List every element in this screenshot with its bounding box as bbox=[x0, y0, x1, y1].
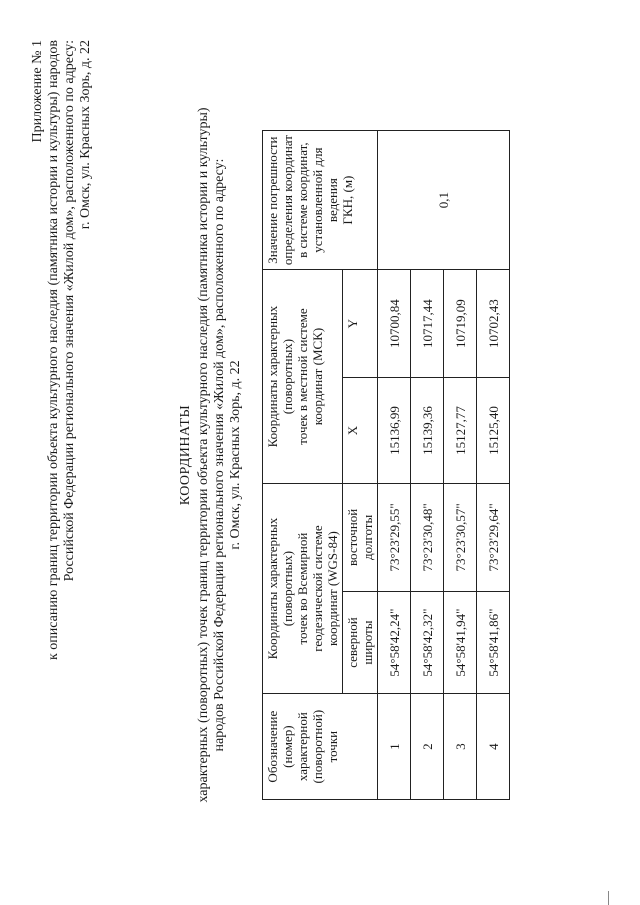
cell-lon: 73°23'30,48" bbox=[411, 483, 444, 591]
subtitle-line: народов Российской Федерации регионального значения «Жилой дом», расположенного по адресу: bbox=[212, 158, 227, 752]
cell-x: 15125,40 bbox=[477, 378, 510, 484]
appendix-line: к описанию границ территории объекта культурного наследия (памятника истории и культуры) народов bbox=[46, 40, 61, 661]
coordinates-table bbox=[262, 130, 510, 800]
header-msk: Координаты характерных (поворотных) точек в местной системе координат (МСК) bbox=[263, 270, 343, 484]
cell-lon: 73°23'29,64" bbox=[477, 483, 510, 591]
document-subtitle bbox=[196, 45, 244, 865]
cell-x: 15127,77 bbox=[444, 378, 477, 484]
cell-x: 15139,36 bbox=[411, 378, 444, 484]
appendix-header bbox=[30, 40, 94, 840]
header-error: Значение погрешности определения координат в системе координат, установленной для ведения ГКН, (м) bbox=[263, 131, 378, 270]
cell-lon: 73°23'29,55" bbox=[378, 483, 411, 591]
subheader-lon: восточной долготы bbox=[343, 483, 378, 591]
cell-error: 0,1 bbox=[378, 131, 510, 270]
subheader-y: Y bbox=[343, 270, 378, 378]
appendix-line: Российской Федерации регионального значения «Жилой дом», расположенного по адресу: bbox=[62, 40, 77, 582]
subtitle-line: г. Омск, ул. Красных Зорь, д. 22 bbox=[228, 360, 243, 550]
cell-lat: 54°58'41,86" bbox=[477, 591, 510, 693]
header-point: Обозначение (номер) характерной (поворотной) точки bbox=[263, 694, 378, 800]
cell-y: 10702,43 bbox=[477, 270, 510, 378]
header-wgs: Координаты характерных (поворотных) точек во Всемирной геодезической системе координат (WGS-84) bbox=[263, 483, 343, 693]
cell-point: 2 bbox=[411, 694, 444, 800]
appendix-line: Приложение № 1 bbox=[30, 40, 45, 143]
cell-point: 4 bbox=[477, 694, 510, 800]
cell-lat: 54°58'42,24" bbox=[378, 591, 411, 693]
cell-lat: 54°58'42,32" bbox=[411, 591, 444, 693]
subtitle-line: характерных (поворотных) точек границ территории объекта культурного наследия (памятника истории и культуры) bbox=[196, 107, 211, 803]
table-header-row bbox=[263, 131, 343, 800]
subheader-lat: северной широты bbox=[343, 591, 378, 693]
document-title: КООРДИНАТЫ bbox=[178, 404, 193, 506]
cell-point: 3 bbox=[444, 694, 477, 800]
cell-x: 15136,99 bbox=[378, 378, 411, 484]
cell-y: 10700,84 bbox=[378, 270, 411, 378]
cell-point: 1 bbox=[378, 694, 411, 800]
cell-y: 10719,09 bbox=[444, 270, 477, 378]
cell-lat: 54°58'41,94" bbox=[444, 591, 477, 693]
page-edge-mark bbox=[608, 891, 610, 905]
cell-lon: 73°23'30,57" bbox=[444, 483, 477, 591]
cell-y: 10717,44 bbox=[411, 270, 444, 378]
table-row bbox=[378, 131, 411, 800]
appendix-line: г. Омск, ул. Красных Зорь, д. 22 bbox=[78, 40, 93, 230]
subheader-x: X bbox=[343, 378, 378, 484]
